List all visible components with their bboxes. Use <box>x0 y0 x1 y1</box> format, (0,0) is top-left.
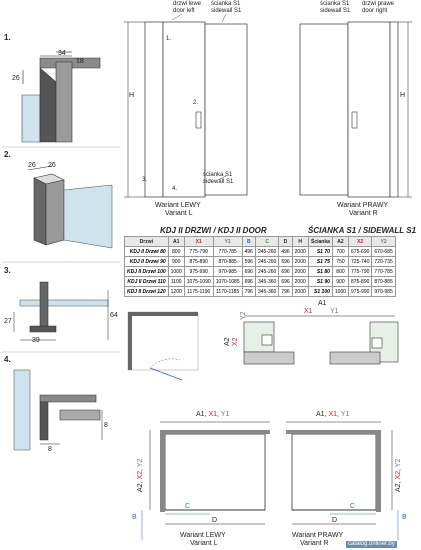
marker-1: 1. <box>166 36 172 42</box>
sidewall-table-cell: 670-685 <box>372 247 395 257</box>
doors-table-cell: 1070-1085 <box>213 277 242 287</box>
doors-table-cell: 1200 <box>168 287 184 297</box>
sidewall-table-cell: 970-985 <box>372 287 395 297</box>
height-left: H <box>129 92 135 99</box>
sidewall-right-label-pl: ścianka S1 <box>320 1 350 7</box>
doors-table-cell: 1000 <box>168 267 184 277</box>
sidewall-table-cell: 770-785 <box>372 267 395 277</box>
doors-table-body <box>125 247 309 297</box>
plan-detail-y2: Y2 <box>240 311 247 320</box>
doors-table-cell: 696 <box>279 267 292 277</box>
doors-table-cell: KDJ II Drzwi 90 <box>125 257 169 267</box>
door-left-label-en: door left <box>173 8 195 14</box>
sidewall-table-header-cell: X2 <box>349 237 372 247</box>
plan-left-c: C <box>185 503 191 510</box>
sidewall-table-cell: 675-690 <box>349 247 372 257</box>
sidewall-table-cell: 775-790 <box>349 267 372 277</box>
front-view-left <box>124 14 247 197</box>
sidewall-table-row <box>309 257 396 267</box>
doors-table-cell: 2000 <box>292 277 308 287</box>
doors-table-header-cell: X1 <box>184 237 213 247</box>
sidewall-table-cell: 725-740 <box>349 257 372 267</box>
sidewall-left-bottom-label-pl: ścianka S1 <box>203 172 233 178</box>
doors-table-header-cell: Drzwi <box>125 237 169 247</box>
plan-detail-sidewall <box>244 316 398 364</box>
doors-table-cell: 345-360 <box>255 287 278 297</box>
sidewall-table-cell: 870-885 <box>372 277 395 287</box>
plan-detail-x1: X1 <box>304 308 313 315</box>
plan-left-x1: X1 <box>208 411 218 418</box>
sidewall-table-cell: 800 <box>332 267 348 277</box>
doors-table-cell: 800 <box>168 247 184 257</box>
sidewall-table-row <box>309 267 396 277</box>
plan-left-variant-pl: Wariant LEWY <box>180 532 226 539</box>
doors-table-cell: 2000 <box>292 247 308 257</box>
doors-table-header-cell: H <box>292 237 308 247</box>
detail-2-dim-a: 26 <box>28 162 36 169</box>
sidewall-table-cell: 750 <box>332 257 348 267</box>
marker-3: 3. <box>142 177 148 183</box>
doors-table-row <box>125 267 309 277</box>
plan-right-a2-text: A2 <box>395 483 402 492</box>
doors-table-cell: KDJ II Drzwi 100 <box>125 267 169 277</box>
doors-table-row <box>125 247 309 257</box>
sidewall-table <box>308 236 396 297</box>
sidewall-table-header-cell: Ścianka <box>309 237 333 247</box>
doors-table-cell: KDJ II Drzwi 110 <box>125 277 169 287</box>
doors-table-cell: 696 <box>242 277 255 287</box>
plan-left-variant-en: Variant L <box>190 540 218 547</box>
plan-right-variant-en: Variant R <box>300 540 329 547</box>
sidewall-table-cell: 700 <box>332 247 348 257</box>
plan-view-left <box>142 422 270 540</box>
doors-table-cell: 1175-1190 <box>184 287 213 297</box>
plan-right-b: B <box>402 514 407 521</box>
door-right-label-pl: drzwi prawe <box>362 1 395 7</box>
doors-table-cell: 796 <box>279 287 292 297</box>
doors-table <box>124 236 309 297</box>
doors-table-cell: 870-885 <box>213 257 242 267</box>
doors-table-cell: 245-260 <box>255 247 278 257</box>
doors-table-cell: 496 <box>242 247 255 257</box>
doors-table-title: KDJ II DRZWI / KDJ II DOOR <box>160 226 267 235</box>
doors-table-cell: 2000 <box>292 267 308 277</box>
doors-table-cell: 900 <box>168 257 184 267</box>
sidewall-table-cell: S1 90 <box>309 277 333 287</box>
plan-left-a2: A2, X2, Y2 <box>137 458 144 492</box>
detail-3-profile <box>8 272 116 342</box>
doors-table-cell: 1100 <box>168 277 184 287</box>
detail-3-dim-c: 64 <box>110 312 118 319</box>
plan-right-a1: A1, X1, Y1 <box>316 411 350 418</box>
sidewall-table-header <box>309 237 396 247</box>
doors-table-cell: 345-360 <box>255 277 278 287</box>
doors-table-cell: 245-260 <box>255 267 278 277</box>
sidewall-right-label-en: sidewall S1 <box>320 8 351 14</box>
watermark: catalog.onliner.by <box>348 541 395 547</box>
sidewall-table-cell: 975-990 <box>349 287 372 297</box>
doors-table-cell: KDJ II Drzwi 80 <box>125 247 169 257</box>
doors-table-row <box>125 277 309 287</box>
door-left-label-pl: drzwi lewe <box>173 1 202 7</box>
detail-4-dim-a: 8 <box>104 422 108 429</box>
plan-right-a1-text: A1 <box>316 411 325 418</box>
marker-4: 4. <box>172 186 178 192</box>
variant-right-label-en: Variant R <box>349 210 378 217</box>
detail-3-dim-a: 27 <box>4 318 12 325</box>
sidewall-left-bottom-label-en: sidewall S1 <box>203 179 234 185</box>
plan-right-d: D <box>332 517 338 524</box>
plan-left-y1: Y1 <box>220 411 230 418</box>
sidewall-table-row <box>309 287 396 297</box>
plan-right-c: C <box>350 503 356 510</box>
sidewall-table-cell: S1 75 <box>309 257 333 267</box>
plan-detail-x2: X2 <box>232 337 239 346</box>
detail-4-dim-b: 8 <box>48 446 52 453</box>
detail-4-number: 4. <box>4 355 11 364</box>
doors-table-cell: 796 <box>242 287 255 297</box>
plan-detail-a2: A2 <box>224 337 231 346</box>
sidewall-left-label-en: sidewall S1 <box>211 8 242 14</box>
doors-table-cell: 696 <box>279 277 292 287</box>
doors-table-cell: KDJ II Drzwi 120 <box>125 287 169 297</box>
sidewall-table-cell: S1 70 <box>309 247 333 257</box>
detail-2-dim-b: 26 <box>48 162 56 169</box>
doors-table-header-cell: A1 <box>168 237 184 247</box>
sidewall-table-header-cell: Y2 <box>372 237 395 247</box>
front-view-right <box>300 22 412 197</box>
marker-2: 2. <box>193 100 199 106</box>
door-right-label-en: door right <box>362 8 388 14</box>
plan-detail-y1: Y1 <box>330 308 339 315</box>
sidewall-left-label-pl: ścianka S1 <box>211 1 241 7</box>
doors-table-cell: 1075-1090 <box>184 277 213 287</box>
doors-table-cell: 596 <box>242 257 255 267</box>
doors-table-cell: 2000 <box>292 257 308 267</box>
doors-table-header-cell: Y1 <box>213 237 242 247</box>
doors-table-cell: 970-985 <box>213 267 242 277</box>
doors-table-cell: 775-790 <box>184 247 213 257</box>
plan-right-x1: X1 <box>328 411 338 418</box>
plan-right-variant-pl: Wariant PRAWY <box>292 532 344 539</box>
plan-left-a1: A1, X1, Y1 <box>196 411 230 418</box>
variant-right-label-pl: Wariant PRAWY <box>337 202 389 209</box>
detail-1-number: 1. <box>4 33 11 42</box>
detail-1-dim-c: 26 <box>12 75 20 82</box>
doors-table-cell: 2000 <box>292 287 308 297</box>
plan-right-y2: Y2 <box>395 458 402 468</box>
plan-left-y2: Y2 <box>137 458 144 468</box>
doors-table-cell: 245-260 <box>255 257 278 267</box>
doors-table-header-cell: C <box>255 237 278 247</box>
detail-2-profile <box>28 166 112 248</box>
doors-table-header-cell: D <box>279 237 292 247</box>
plan-left-a1-text: A1 <box>196 411 205 418</box>
sidewall-table-cell: 875-890 <box>349 277 372 287</box>
variant-left-label-pl: Wariant LEWY <box>155 202 201 209</box>
doors-table-cell: 1170-1185 <box>213 287 242 297</box>
variant-left-label-en: Variant L <box>165 210 193 217</box>
plan-right-a2: A2, X2, Y2 <box>395 458 402 492</box>
doors-table-cell: 975-990 <box>184 267 213 277</box>
sidewall-table-cell: S1 80 <box>309 267 333 277</box>
doors-table-cell: 770-785 <box>213 247 242 257</box>
sidewall-table-header-cell: A2 <box>332 237 348 247</box>
detail-3-dim-b: 39 <box>32 337 40 344</box>
doors-table-row <box>125 287 309 297</box>
detail-3-number: 3. <box>4 266 11 275</box>
detail-1-dim-a: 34 <box>58 50 66 57</box>
plan-left-x2: X2 <box>137 470 144 480</box>
doors-table-header-cell: B <box>242 237 255 247</box>
doors-table-cell: 496 <box>279 247 292 257</box>
sidewall-table-cell: 720-735 <box>372 257 395 267</box>
doors-table-row <box>125 257 309 267</box>
doors-table-cell: 875-890 <box>184 257 213 267</box>
plan-detail-door <box>128 312 198 380</box>
doors-table-header <box>125 237 309 247</box>
plan-left-b: B <box>132 514 137 521</box>
plan-left-a2-text: A2 <box>137 483 144 492</box>
plan-left-d: D <box>212 517 218 524</box>
detail-1-dim-b: 18 <box>76 58 84 65</box>
plan-view-right <box>286 422 398 540</box>
sidewall-table-cell: 900 <box>332 277 348 287</box>
sidewall-table-row <box>309 247 396 257</box>
sidewall-table-row <box>309 277 396 287</box>
detail-2-number: 2. <box>4 150 11 159</box>
detail-4-profile <box>14 370 102 450</box>
plan-detail-a1: A1 <box>318 300 327 307</box>
sidewall-table-cell: S1 100 <box>309 287 333 297</box>
doors-table-cell: 596 <box>279 257 292 267</box>
doors-table-cell: 696 <box>242 267 255 277</box>
sidewall-table-body <box>309 247 396 297</box>
plan-right-x2: X2 <box>395 470 402 480</box>
height-right: H <box>400 92 406 99</box>
plan-right-y1: Y1 <box>340 411 350 418</box>
sidewall-table-title: ŚCIANKA S1 / SIDEWALL S1 <box>308 226 417 235</box>
detail-1-profile <box>8 45 118 142</box>
sidewall-table-cell: 1000 <box>332 287 348 297</box>
